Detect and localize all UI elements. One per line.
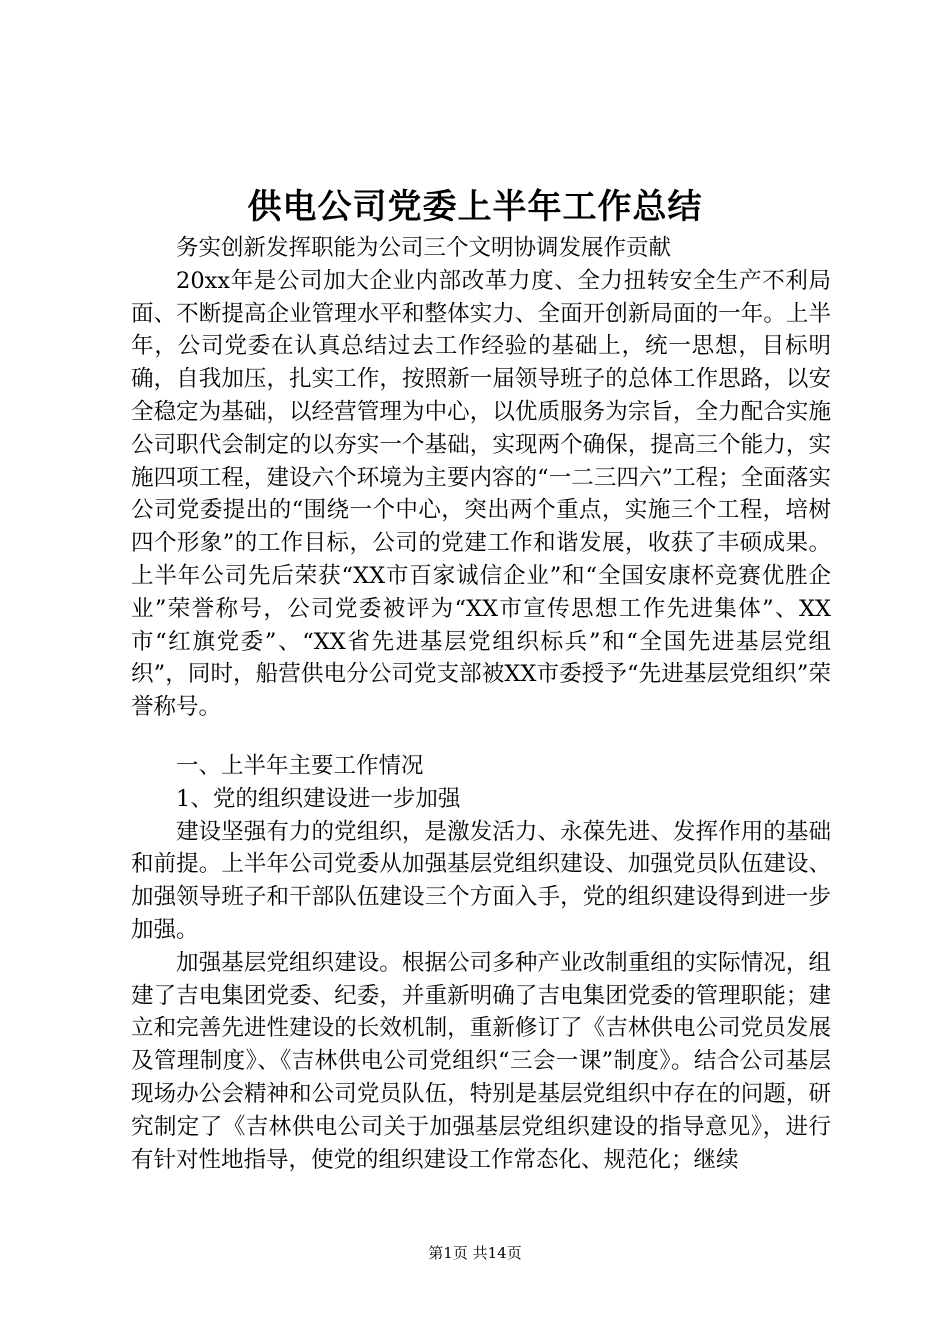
document-title: 供电公司党委上半年工作总结	[247, 187, 703, 227]
body-paragraph: 建设坚强有力的党组织，是激发活力、永葆先进、发挥作用的基础和前提。上半年公司党委从加强基层党组织建设、加强党员队伍建设、加强领导班子和干部队伍建设三个方面入手，党的组织建设得到进一步加强。	[131, 818, 831, 943]
section-heading: 一、上半年主要工作情况	[176, 752, 424, 779]
subsection-heading: 1、党的组织建设进一步加强	[176, 785, 461, 812]
intro-paragraph: 20xx年是公司加大企业内部改革力度、全力扭转安全生产不利局面、不断提高企业管理水平和整体实力、全面开创新局面的一年。上半年，公司党委在认真总结过去工作经验的基础上，统一思想，目标明确，自我加压，扎实工作，按照新一届领导班子的总体工作思路，以安全稳定为基础，以经营管理为中心，以优质服务为宗旨，全力配合实施公司职代会制定的以夯实一个基础，实现两个确保，提高三个能力，实施四项工程，建设六个环境为主要内容的“一二三四六”工程；全面落实公司党委提出的“围绕一个中心，突出两个重点，实施三个工程，培树四个形象”的工作目标，公司的党建工作和谐发展，收获了丰硕成果。上半年公司先后荣获“XX市百家诚信企业”和“全国安康杯竞赛优胜企业”荣誉称号，公司党委被评为“XX市宣传思想工作先进集体”、XX市“红旗党委”、“XX省先进基层党组织标兵”和“全国先进基层党组织”，同时，船营供电分公司党支部被XX市委授予“先进基层党组织”荣誉称号。	[131, 267, 831, 721]
paragraph-gap	[131, 724, 831, 750]
document-body	[131, 232, 831, 1176]
body-paragraph: 加强基层党组织建设。根据公司多种产业改制重组的实际情况，组建了吉电集团党委、纪委，并重新明确了吉电集团党委的管理职能；建立和完善先进性建设的长效机制，重新修订了《吉林供电公司党员发展及管理制度》、《吉林供电公司党组织“三会一课”制度》。结合公司基层现场办公会精神和公司党员队伍，特别是基层党组织中存在的问题，研究制定了《吉林供电公司关于加强基层党组织建设的指导意见》，进行有针对性地指导，使党的组织建设工作常态化、规范化；继续	[131, 949, 831, 1173]
subtitle-line: 务实创新发挥职能为公司三个文明协调发展作贡献	[176, 235, 672, 261]
page-number-footer: 第1页 共14页	[428, 1244, 522, 1262]
